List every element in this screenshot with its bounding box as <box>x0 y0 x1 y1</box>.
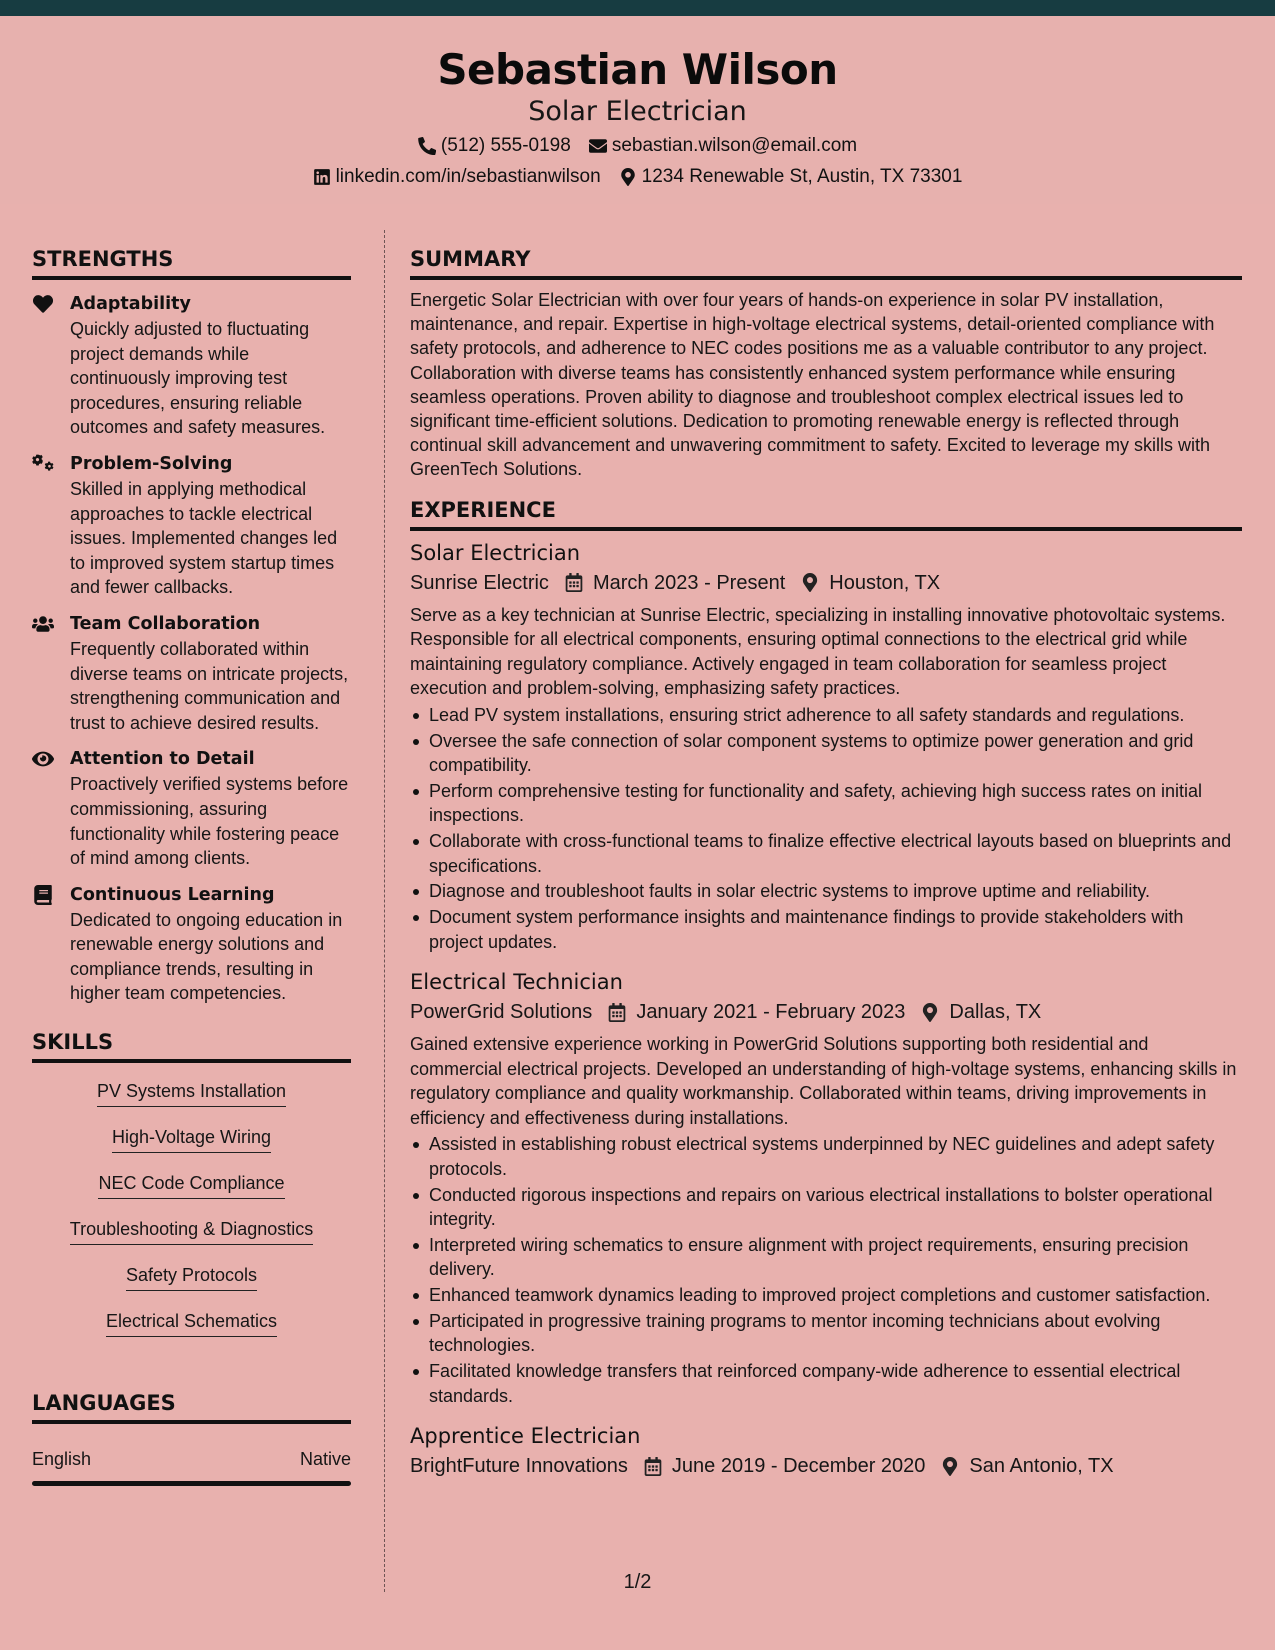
strength-desc: Quickly adjusted to fluctuating project demands while continuously improving test procedures, ensuring reliable outcomes and safety measures. <box>70 319 326 438</box>
job-bullet: Enhanced teamwork dynamics leading to improved project completions and customer satisfaction. <box>410 1283 1242 1307</box>
job-description: Serve as a key technician at Sunrise Electric, specializing in installing innovative photovoltaic systems. Responsible for all electrical components, ensuring optimal connections to the electrical grid while maintaining regulatory compliance. Actively engaged in team collaboration for seamless project execution and problem-solving, emphasizing safety practices. <box>410 604 1226 699</box>
experience-heading: EXPERIENCE <box>410 496 1242 531</box>
contact-row-2 <box>0 165 1275 189</box>
job-bullet: Facilitated knowledge transfers that reinforced company-wide adherence to essential electrical standards. <box>410 1359 1242 1408</box>
calendar-icon <box>644 1457 662 1476</box>
page-number: 1/2 <box>623 1571 652 1593</box>
job-dates: January 2021 - February 2023 <box>636 1001 906 1024</box>
skill-item: NEC Code Compliance <box>98 1171 284 1199</box>
job-bullet: Collaborate with cross-functional teams to finalize effective electrical layouts based on blueprints and specifications. <box>410 829 1242 878</box>
eye-icon <box>32 749 54 769</box>
languages-heading: LANGUAGES <box>32 1389 351 1424</box>
candidate-title: Solar Electrician <box>528 96 747 127</box>
job-meta <box>410 998 1242 1026</box>
strengths-heading: STRENGTHS <box>32 245 351 280</box>
skills-heading: SKILLS <box>32 1028 351 1063</box>
location-pin-icon <box>941 1457 959 1476</box>
job-title: Electrical Technician <box>410 970 623 995</box>
job-bullet: Assisted in establishing robust electrical systems underpinned by NEC guidelines and adept safety protocols. <box>410 1132 1242 1181</box>
experience-section <box>410 496 1242 1481</box>
language-row <box>32 1447 351 1471</box>
skill-item: PV Systems Installation <box>97 1079 286 1107</box>
job-company: PowerGrid Solutions <box>410 1001 593 1024</box>
job-bullets <box>410 703 1242 955</box>
strength-desc: Proactively verified systems before commissioning, assuring functionality while fostering peace of mind among clients. <box>70 774 349 869</box>
book-icon <box>32 885 54 905</box>
job-bullet: Lead PV system installations, ensuring strict adherence to all safety standards and regulations. <box>410 703 1242 727</box>
phone-icon <box>418 137 436 155</box>
job-bullet: Participated in progressive training programs to mentor incoming technicians about evolving technologies. <box>410 1309 1242 1358</box>
column-divider <box>384 230 385 1592</box>
calendar-icon <box>565 573 583 592</box>
job-dates: June 2019 - December 2020 <box>671 1455 926 1478</box>
strength-item <box>32 292 351 440</box>
contact-row-1 <box>0 134 1275 158</box>
left-column <box>32 245 351 1486</box>
job-bullet: Interpreted wiring schematics to ensure alignment with project requirements, ensuring precision delivery. <box>410 1233 1242 1282</box>
strength-item <box>32 747 351 870</box>
job-bullets <box>410 1132 1242 1408</box>
skill-item: Safety Protocols <box>126 1263 257 1291</box>
job-bullet: Oversee the safe connection of solar component systems to optimize power generation and grid compatibility. <box>410 729 1242 778</box>
job-bullet: Perform comprehensive testing for functionality and safety, achieving high success rates on initial inspections. <box>410 779 1242 828</box>
email-text: sebastian.wilson@email.com <box>611 135 858 156</box>
email-contact[interactable] <box>589 134 857 158</box>
address-contact <box>619 165 963 189</box>
summary-text: Energetic Solar Electrician with over four years of hands-on experience in solar PV installation, maintenance, and repair. Expertise in high-voltage electrical systems, detail-oriented compliance with safety protocols, and adherence to NEC codes positions me as a valuable contributor to any project. Collaboration with diverse teams has consistently enhanced system performance while ensuring seamless operations. Proven ability to diagnose and troubleshoot complex electrical issues led to significant time-efficient solutions. Dedication to promoting renewable energy is reflected through continual skill advancement and unwavering commitment to safety. Excited to leverage my skills with GreenTech Solutions. <box>410 290 1215 480</box>
resume-header <box>0 16 1275 204</box>
job-entry <box>410 968 1242 1408</box>
language-level: Native <box>299 1449 351 1470</box>
job-title: Apprentice Electrician <box>410 1424 641 1449</box>
job-bullet: Document system performance insights and maintenance findings to provide stakeholders with project updates. <box>410 905 1242 954</box>
job-entry <box>410 539 1242 955</box>
job-company: Sunrise Electric <box>410 571 549 594</box>
skill-item: Troubleshooting & Diagnostics <box>70 1217 313 1245</box>
summary-heading: SUMMARY <box>410 245 1242 280</box>
phone-text: (512) 555-0198 <box>440 135 571 156</box>
strength-desc: Skilled in applying methodical approaches to tackle electrical issues. Implemented changes led to improved system startup times and fewer callbacks. <box>70 478 338 598</box>
job-bullet: Diagnose and troubleshoot faults in solar electric systems to improve uptime and reliability. <box>410 879 1242 903</box>
job-title: Solar Electrician <box>410 540 581 565</box>
job-bullet: Conducted rigorous inspections and repairs on various electrical installations to bolster operational integrity. <box>410 1183 1242 1232</box>
strength-desc: Dedicated to ongoing education in renewable energy solutions and compliance trends, resulting in higher team competencies. <box>70 909 343 1004</box>
job-dates: March 2023 - Present <box>592 571 786 594</box>
job-meta <box>410 1452 1242 1480</box>
job-location: Houston, TX <box>829 571 941 594</box>
strength-item <box>32 612 351 735</box>
job-meta <box>410 569 1242 597</box>
skill-item: Electrical Schematics <box>106 1309 277 1337</box>
address-text: 1234 Renewable St, Austin, TX 73301 <box>641 166 963 187</box>
phone-contact <box>418 134 571 158</box>
right-column <box>410 245 1242 1480</box>
location-pin-icon <box>619 168 637 186</box>
users-icon <box>32 614 54 634</box>
job-location: Dallas, TX <box>949 1001 1042 1024</box>
envelope-icon <box>589 137 607 155</box>
strength-item <box>32 883 351 1006</box>
strength-title: Attention to Detail <box>70 749 255 770</box>
heart-icon <box>32 294 54 314</box>
language-name: English <box>32 1449 92 1470</box>
linkedin-contact[interactable] <box>313 165 601 189</box>
linkedin-icon <box>313 168 331 186</box>
strength-desc: Frequently collaborated within diverse teams on intricate projects, strengthening communication and trust to achieve desired results. <box>70 638 349 733</box>
strength-title: Adaptability <box>70 294 191 314</box>
linkedin-text: linkedin.com/in/sebastianwilson <box>335 166 601 187</box>
strength-item <box>32 452 351 600</box>
skills-section <box>32 1028 351 1355</box>
skill-item: High-Voltage Wiring <box>112 1125 271 1153</box>
job-location: San Antonio, TX <box>969 1455 1114 1478</box>
gears-icon <box>32 454 54 474</box>
top-accent-bar <box>0 0 1275 16</box>
candidate-name: Sebastian Wilson <box>437 45 838 94</box>
location-pin-icon <box>921 1003 939 1022</box>
language-level-bar <box>32 1481 351 1486</box>
strength-title: Continuous Learning <box>70 884 275 905</box>
location-pin-icon <box>801 573 819 592</box>
calendar-icon <box>608 1003 626 1022</box>
strength-title: Problem-Solving <box>70 453 233 474</box>
job-description: Gained extensive experience working in PowerGrid Solutions supporting both residential and commercial electrical projects. Developed an understanding of high-voltage systems, enhancing skills in regulatory compliance and quality workmanship. Collaborated within teams, driving improvements in efficiency and effectiveness during installations. <box>410 1034 1237 1128</box>
languages-section <box>32 1389 351 1486</box>
job-entry <box>410 1422 1242 1480</box>
job-company: BrightFuture Innovations <box>410 1455 628 1478</box>
skill-list <box>32 1079 351 1355</box>
strength-title: Team Collaboration <box>70 613 261 634</box>
